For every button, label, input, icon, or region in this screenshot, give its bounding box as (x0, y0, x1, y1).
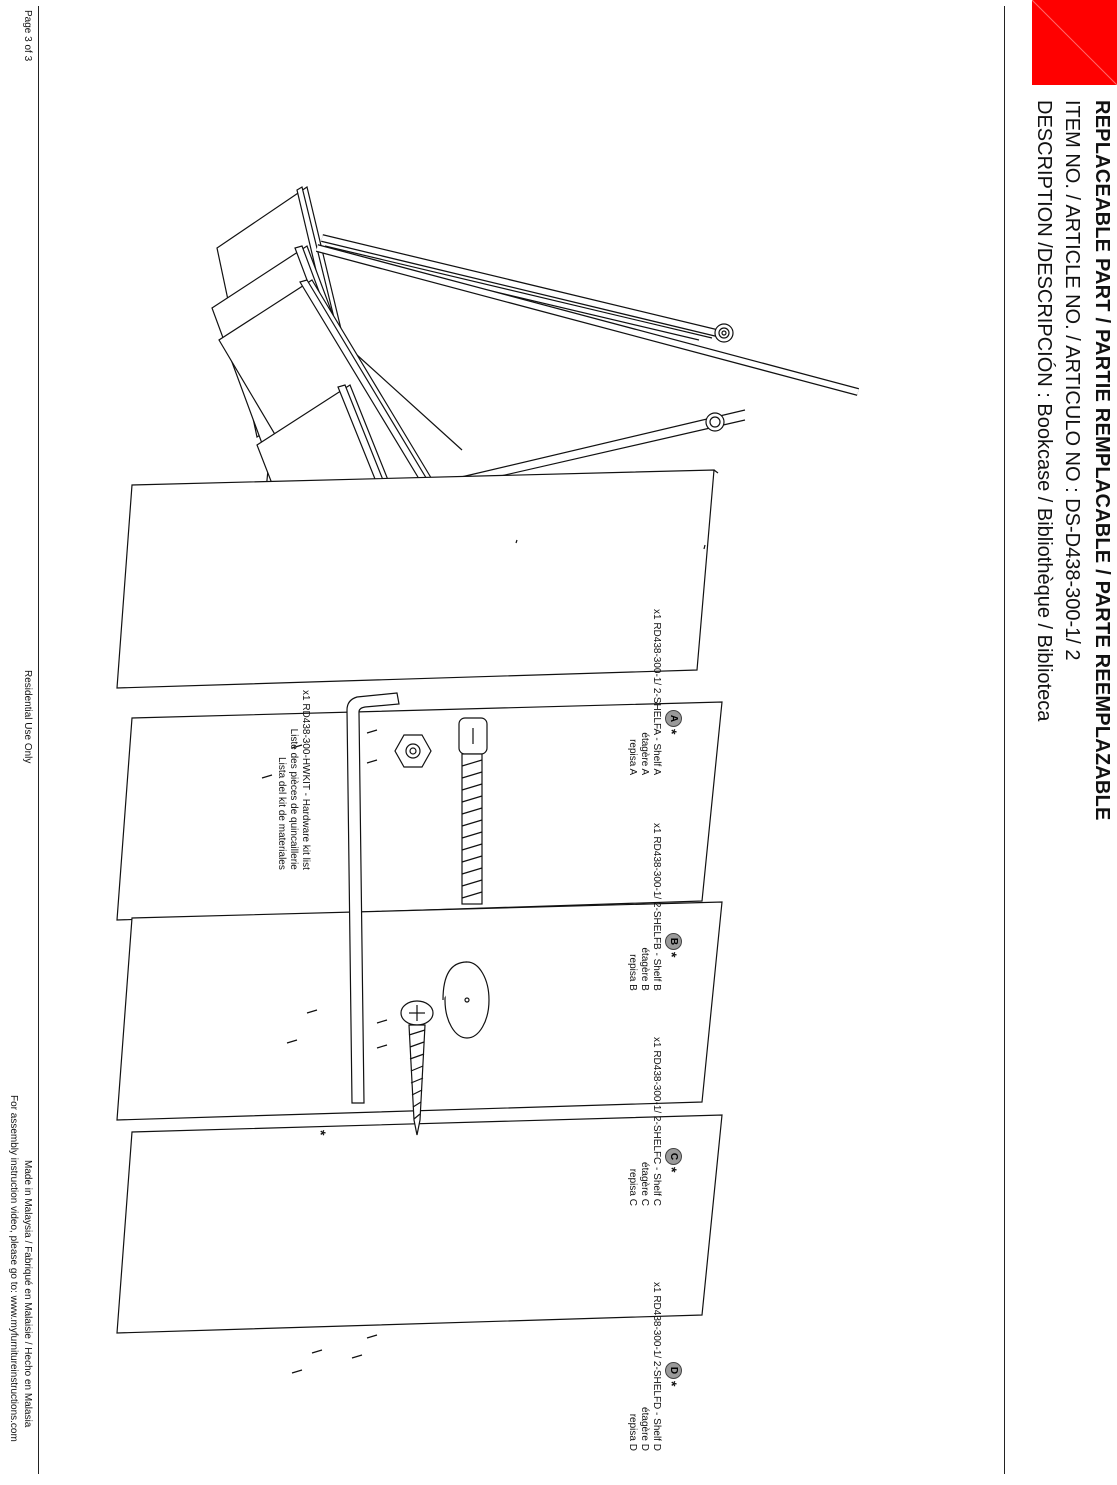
part-badge-b: B (665, 933, 682, 950)
part-label-c (626, 1037, 662, 1206)
part-b-french: étagère B (639, 947, 650, 991)
part-d-code: x1 RD438-300-1/ 2-SHELFD - Shelf D (651, 1282, 662, 1451)
part-b-spanish: repisa B (627, 954, 638, 991)
hardware-spanish: Lista del kit de materiales (276, 757, 287, 870)
made-in-note: Made in Malaysia / Fabriqué en Malaisie / Hecho en Malasia (22, 1160, 33, 1428)
part-badge-a: A (665, 710, 682, 727)
hardware-star: * (313, 1130, 329, 1136)
part-star-d: * (664, 1381, 680, 1387)
item-number: ITEM NO. / ARTICLE NO. / ARTICULO NO : DS-D438-300-1/ 2 (1061, 100, 1083, 661)
hardware-code: x1 RD438-300-HWKIT - Hardware kit list (300, 690, 311, 870)
product-description: DESCRIPTION /DESCRIPCIÓN : Bookcase / Bibliothèque / Biblioteca (1033, 100, 1055, 722)
part-a-french: étagère A (639, 732, 650, 776)
residential-use-note: Residential Use Only (22, 670, 33, 764)
part-star-b: * (664, 952, 680, 958)
part-badge-d: D (665, 1362, 682, 1379)
part-c-french: étagère C (639, 1162, 650, 1206)
part-badge-c: C (665, 1148, 682, 1165)
footer-divider (38, 6, 39, 1474)
part-label-d (626, 1282, 662, 1451)
assembly-video-note: For assembly instruction video, please go to: www.myfurnitureinstructions.com (8, 1095, 19, 1442)
part-b-code: x1 RD438-300-1/ 2-SHELFB - Shelf B (651, 823, 662, 991)
part-star-c: * (664, 1167, 680, 1173)
part-a-spanish: repisa A (627, 739, 638, 776)
part-d-french: étagère D (639, 1407, 650, 1451)
part-label-a (626, 609, 662, 775)
part-label-b (626, 823, 662, 991)
hardware-french: Liste des pièces de quincaillerie (288, 728, 299, 870)
page-number: Page 3 of 3 (22, 10, 33, 62)
part-star-a: * (664, 729, 680, 735)
part-d-spanish: repisa D (627, 1413, 638, 1451)
hardware-label (275, 690, 311, 870)
page-title: REPLACEABLE PART / PARTIE REMPLACABLE / PARTE REEMPLAZABLE (1091, 100, 1113, 821)
part-a-code: x1 RD438-300-1/ 2-SHELFA - Shelf A (651, 609, 662, 776)
part-c-spanish: repisa C (627, 1168, 638, 1206)
part-c-code: x1 RD438-300-1/ 2-SHELFC - Shelf C (651, 1037, 662, 1206)
